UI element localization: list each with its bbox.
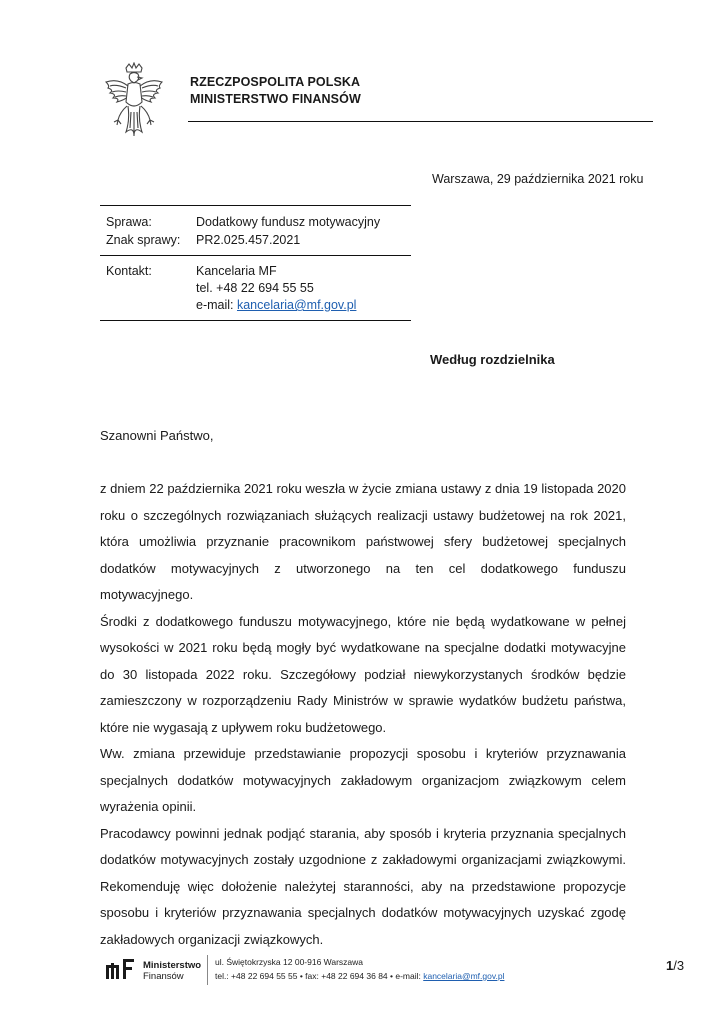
kontakt-email-prefix: e-mail:: [196, 298, 237, 312]
letter-body: [100, 476, 626, 953]
znak-value: PR2.025.457.2021: [196, 233, 301, 247]
paragraph: Środki z dodatkowego funduszu motywacyjnego, które nie będą wydatkowane w pełnej wysokości w 2021 roku będą mogły być wydatkowane na specjalne dodatki motywacyjne do 30 listopada 2022 roku. Szczegółowy podział niewykorzystanych środków będzie zamieszczony w rozporządzeniu Rady Ministrów w sprawie wydatków budżetu państwa, które nie wygasają z upływem roku budżetowego.: [100, 613, 626, 735]
sprawa-value: Dodatkowy fundusz motywacyjny: [196, 215, 381, 229]
recipient-line: Według rozdzielnika: [430, 352, 555, 367]
kontakt-tel: tel. +48 22 694 55 55: [196, 281, 314, 295]
meta-top-divider: [100, 205, 411, 206]
page-number: [666, 958, 684, 973]
header-country: RZECZPOSPOLITA POLSKA: [190, 75, 361, 89]
letter-date: Warszawa, 29 października 2021 roku: [432, 172, 644, 186]
page-current: 1: [666, 958, 674, 973]
footer-address: ul. Świętokrzyska 12 00-916 Warszawa: [215, 957, 364, 967]
footer-brand-line1: Ministerstwo: [143, 960, 202, 971]
paragraph: z dniem 22 października 2021 roku weszła w życie zmiana ustawy z dnia 19 listopada 2020 roku o szczególnych rozwiązaniach służących realizacji ustawy budżetowej na rok 2021, która umożliwia przyznanie pracownikom państwowej sfery budżetowej specjalnych dodatków motywacyjnych z utworzonego na ten cel dodatkowego funduszu motywacyjnego.: [100, 481, 626, 602]
znak-label: Znak sprawy:: [106, 233, 181, 247]
footer-email-link[interactable]: kancelaria@mf.gov.pl: [423, 971, 505, 981]
paragraph: Pracodawcy powinni jednak podjąć starania, aby sposób i kryteria przyznania specjalnych dodatków motywacyjnych zostały uzgodnione z zakładowymi organizacjami związkowymi. Rekomenduję więc dołożenie należytej staranności, aby na przedstawione propozycje sposobu i kryteriów przyznawania specjalnych dodatków motywacyjnych uzyskać zgodę zakładowych organizacji związkowych.: [100, 825, 626, 947]
kontakt-label: Kontakt:: [106, 264, 152, 278]
meta-middle-divider: [100, 255, 411, 256]
kontakt-name: Kancelaria MF: [196, 264, 277, 278]
header-divider: [188, 121, 653, 122]
ministry-logo-icon: [104, 957, 140, 981]
header-ministry: MINISTERSTWO FINANSÓW: [190, 92, 361, 106]
footer-contact-prefix: tel.: +48 22 694 55 55 • fax: +48 22 694 36 84 • e-mail:: [215, 971, 424, 981]
meta-bottom-divider: [100, 320, 411, 321]
kontakt-email-link[interactable]: kancelaria@mf.gov.pl: [236, 298, 357, 312]
sprawa-label: Sprawa:: [106, 215, 152, 229]
footer-brand-line2: Finansów: [143, 971, 184, 982]
salutation: Szanowni Państwo,: [100, 428, 214, 443]
page-total: /3: [673, 958, 685, 973]
kontakt-email-line: [196, 298, 356, 312]
footer-contact: [215, 971, 504, 981]
paragraph: Ww. zmiana przewiduje przedstawianie propozycji sposobu i kryteriów przyznawania specjalnych dodatków motywacyjnych zakładowym organizacjom związkowym celem wyrażenia opinii.: [100, 746, 626, 814]
polish-eagle-emblem: [100, 62, 168, 140]
footer-divider: [207, 955, 208, 985]
